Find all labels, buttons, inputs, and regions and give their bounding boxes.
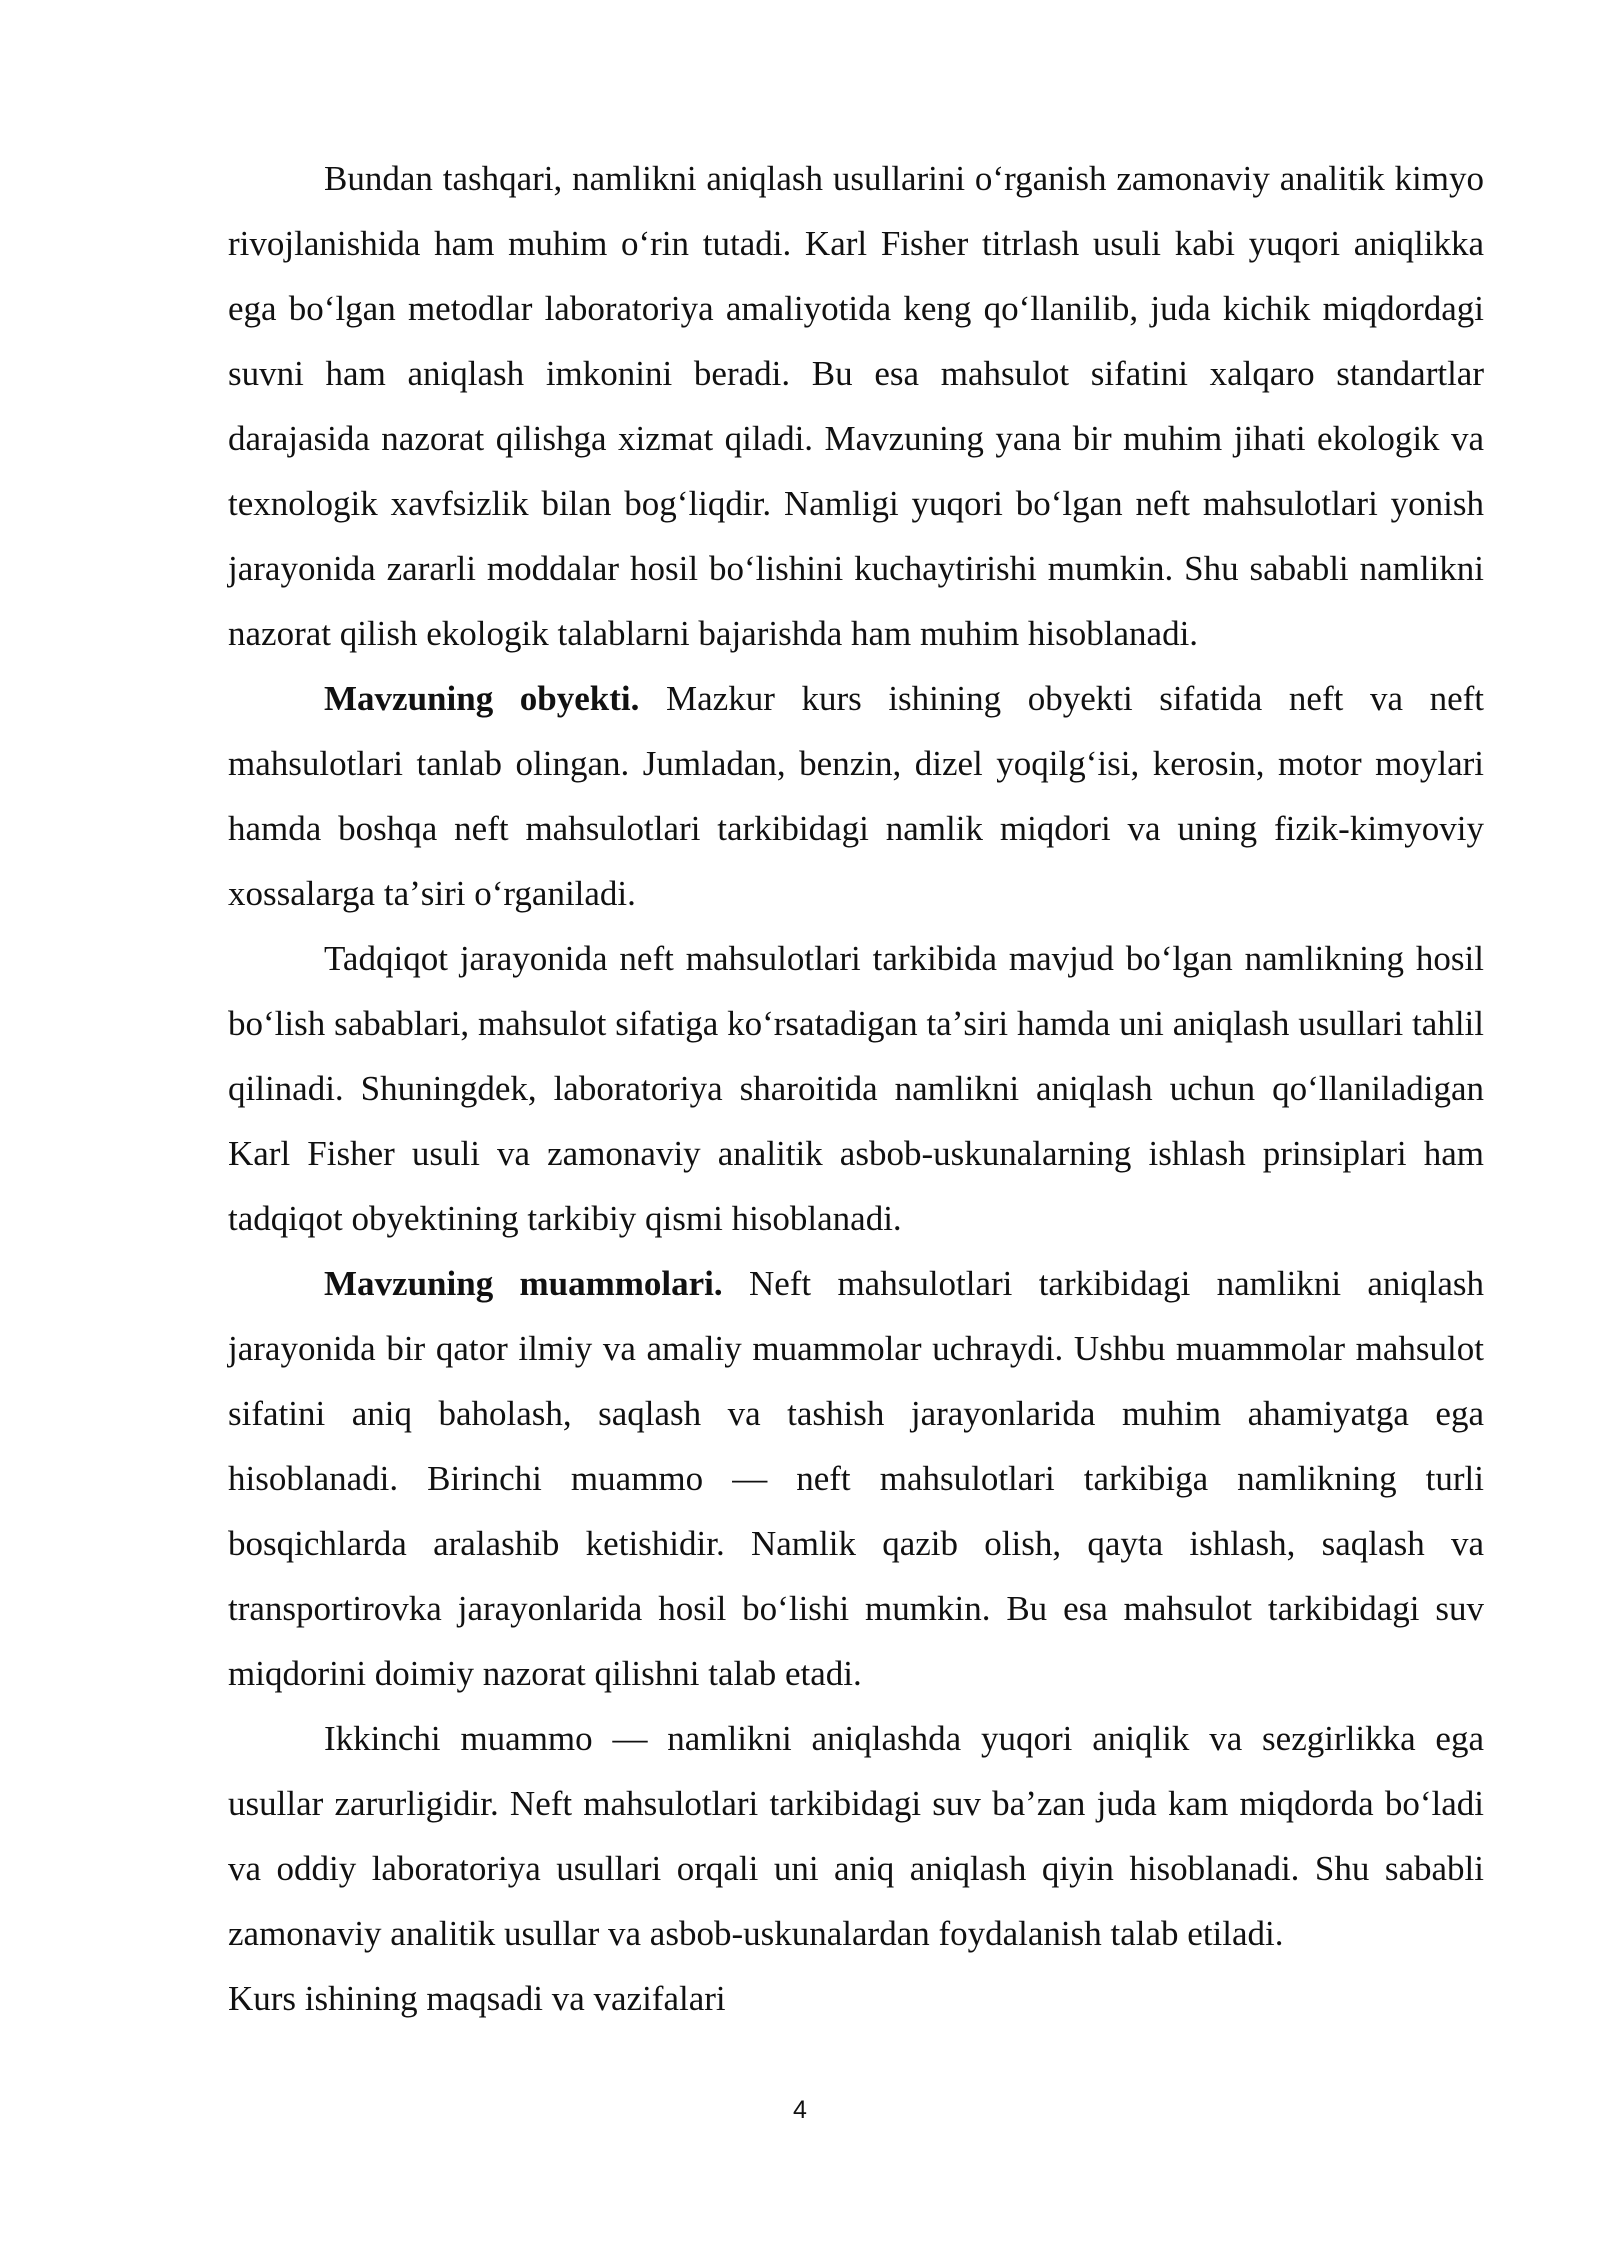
paragraph-text: Tadqiqot jarayonida neft mahsulotlari tarkibida mavjud boʻlgan namlikning hosil boʻlish sabablari, mahsulot sifatiga koʻrsatadigan taʼsiri hamda uni aniqlash usullari tahlil qilinadi. Shuningdek, laboratoriya sharoitida namlikni aniqlash uchun qoʻllaniladigan Karl Fisher usuli va zamonaviy analitik asbob-uskunalarning ishlash prinsiplari ham tadqiqot obyektining tarkibiy qismi hisoblanadi. (228, 939, 1484, 1238)
paragraph-text: Mazkur kurs ishining obyekti sifatida neft va neft mahsulotlari tanlab olingan. Jumladan, benzin, dizel yoqilgʻisi, kerosin, motor moylari hamda boshqa neft mahsulotlari tarkibidagi namlik miqdori va uning fizik-kimyoviy xossalarga taʼsiri oʻrganiladi. (228, 679, 1484, 913)
paragraph-second-problem (228, 1706, 1484, 1966)
document-body (228, 146, 1484, 2031)
paragraph-problems (228, 1251, 1484, 1706)
paragraph-text: Bundan tashqari, namlikni aniqlash usullarini oʻrganish zamonaviy analitik kimyo rivojlanishida ham muhim oʻrin tutadi. Karl Fisher titrlash usuli kabi yuqori aniqlikka ega boʻlgan metodlar laboratoriya amaliyotida keng qoʻllanilib, juda kichik miqdordagi suvni ham aniqlash imkonini beradi. Bu esa mahsulot sifatini xalqaro standartlar darajasida nazorat qilishga xizmat qiladi. Mavzuning yana bir muhim jihati ekologik va texnologik xavfsizlik bilan bogʻliqdir. Namligi yuqori boʻlgan neft mahsulotlari yonish jarayonida zararli moddalar hosil boʻlishini kuchaytirishi mumkin. Shu sababli namlikni nazorat qilish ekologik talablarni bajarishda ham muhim hisoblanadi. (228, 159, 1484, 653)
paragraph-object (228, 666, 1484, 926)
paragraph-text: Neft mahsulotlari tarkibidagi namlikni aniqlash jarayonida bir qator ilmiy va amaliy muammolar uchraydi. Ushbu muammolar mahsulot sifatini aniq baholash, saqlash va tashish jarayonlarida muhim ahamiyatga ega hisoblanadi. Birinchi muammo — neft mahsulotlari tarkibiga namlikning turli bosqichlarda aralashib ketishidir. Namlik qazib olish, qayta ishlash, saqlash va transportirovka jarayonlarida hosil boʻlishi mumkin. Bu esa mahsulot tarkibidagi suv miqdorini doimiy nazorat qilishni talab etadi. (228, 1264, 1484, 1693)
page-number: 4 (793, 2096, 807, 2124)
paragraph-importance (228, 146, 1484, 666)
paragraph-research (228, 926, 1484, 1251)
section-heading-problems: Mavzuning muammolari. (324, 1264, 723, 1303)
paragraph-text: Ikkinchi muammo — namlikni aniqlashda yuqori aniqlik va sezgirlikka ega usullar zarurligidir. Neft mahsulotlari tarkibidagi suv baʼzan juda kam miqdorda boʻladi va oddiy laboratoriya usullari orqali uni aniq aniqlash qiyin hisoblanadi. Shu sababli zamonaviy analitik usullar va asbob-uskunalardan foydalanish talab etiladi. (228, 1719, 1484, 1953)
section-heading-goals: Kurs ishining maqsadi va vazifalari (228, 1979, 726, 2018)
section-heading-object: Mavzuning obyekti. (324, 679, 640, 718)
